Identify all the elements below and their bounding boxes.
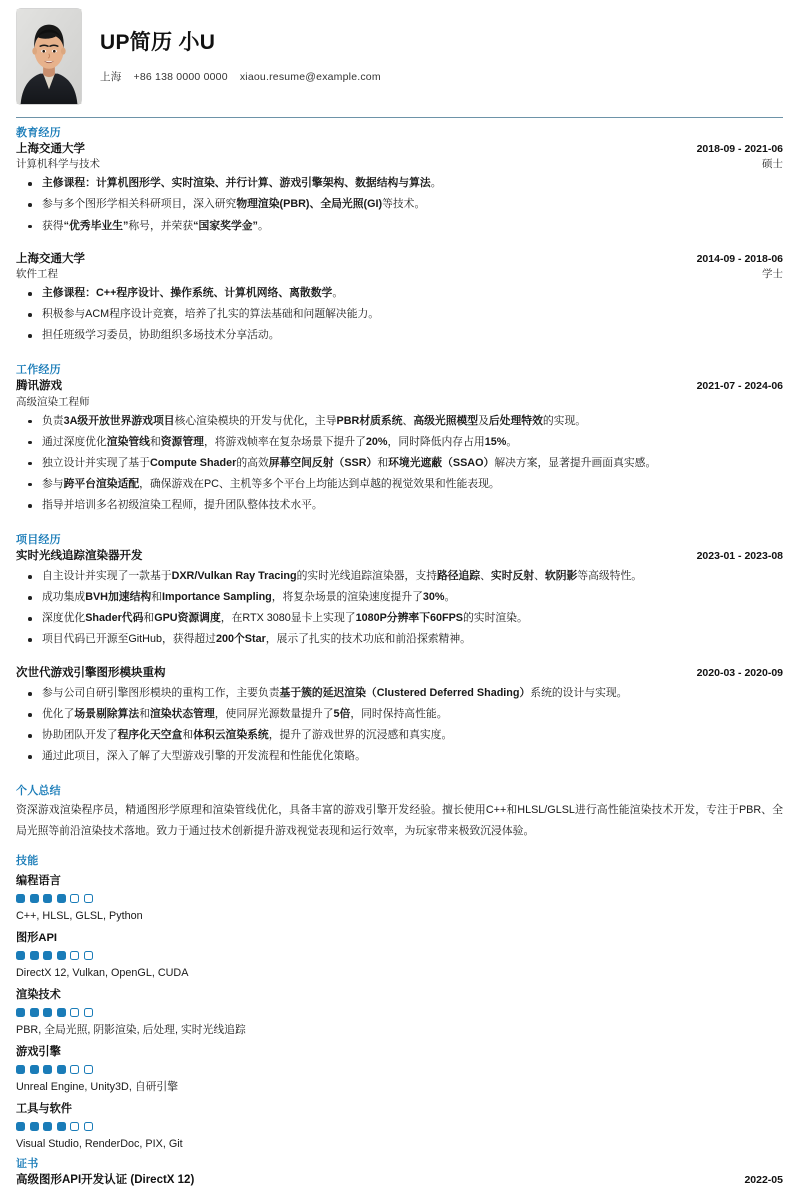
work-role: 高级渲染工程师: [16, 395, 90, 409]
education-degree: 硕士: [762, 157, 783, 171]
education-entry: [16, 142, 783, 237]
project-date: 2020-03 - 2020-09: [697, 666, 783, 680]
education-entry: [16, 252, 783, 347]
section-title-work: 工作经历: [16, 364, 783, 378]
skill-dot-empty: [84, 894, 93, 903]
skill-dot-filled: [57, 1065, 66, 1074]
list-item: 获得“优秀毕业生”称号，并荣获“国家奖学金”。: [16, 216, 783, 237]
header-divider: [16, 117, 783, 118]
education-bullets: [16, 283, 783, 346]
skill-dot-empty: [70, 894, 79, 903]
skill-dot-empty: [70, 951, 79, 960]
section-title-education: 教育经历: [16, 127, 783, 141]
list-item: 通过此项目，深入了解了大型游戏引擎的开发流程和性能优化策略。: [16, 746, 783, 767]
education-org: 上海交通大学: [16, 142, 85, 158]
summary-text: 资深游戏渲染程序员，精通图形学原理和渲染管线优化，具备丰富的游戏引擎开发经验。擅长使用C++和HLSL/GLSL进行高性能渲染技术开发，专注于PBR、全局光照等前沿渲染技术落地。致力于通过技术创新提升游戏视觉表现和运行效率，为玩家带来极致沉浸体验。: [16, 800, 783, 842]
skill-dot-filled: [43, 894, 52, 903]
work-bullets: [16, 411, 783, 516]
skill-dot-filled: [57, 1122, 66, 1131]
skill-dot-empty: [84, 951, 93, 960]
resume-header: [16, 0, 783, 106]
list-item: 成功集成BVH加速结构和Importance Sampling，将复杂场景的渲染速度提升了30%。: [16, 587, 783, 608]
skill-level-indicator: [16, 951, 783, 961]
list-item: 项目代码已开源至GitHub，获得超过200个Star，展示了扎实的技术功底和前沿探索精神。: [16, 629, 783, 650]
skill-dot-filled: [43, 951, 52, 960]
list-item: 独立设计并实现了基于Compute Shader的高效屏幕空间反射（SSR）和环境光遮蔽（SSAO）解决方案，显著提升画面真实感。: [16, 453, 783, 474]
section-work: [16, 364, 783, 516]
contact-phone: +86 138 0000 0000: [134, 71, 228, 83]
project-entry: [16, 666, 783, 768]
project-bullets: [16, 566, 783, 650]
section-title-projects: 项目经历: [16, 534, 783, 548]
education-bullets: [16, 173, 783, 236]
certificate-name: 高级图形API开发认证 (DirectX 12): [16, 1173, 194, 1188]
education-entry-header: [16, 252, 783, 268]
list-item: 参与多个图形学相关科研项目，深入研究物理渲染(PBR)、全局光照(GI)等技术。: [16, 194, 783, 215]
skill-dot-filled: [30, 894, 39, 903]
skill-items: DirectX 12, Vulkan, OpenGL, CUDA: [16, 965, 783, 981]
work-entry: [16, 379, 783, 516]
project-entry-header: [16, 666, 783, 682]
skill-row: [16, 873, 783, 924]
education-entry-header: [16, 142, 783, 158]
list-item: 指导并培训多名初级渲染工程师，提升团队整体技术水平。: [16, 495, 783, 516]
skill-dot-empty: [84, 1122, 93, 1131]
skill-name: 编程语言: [16, 873, 783, 890]
section-skills: [16, 855, 783, 1152]
list-item: 深度优化Shader代码和GPU资源调度，在RTX 3080显卡上实现了1080P分辨率下60FPS的实时渲染。: [16, 608, 783, 629]
section-title-skills: 技能: [16, 855, 783, 869]
education-major: 软件工程: [16, 267, 58, 281]
work-entry-header: [16, 379, 783, 395]
education-major: 计算机科学与技术: [16, 157, 100, 171]
list-item: 积极参与ACM程序设计竞赛，培养了扎实的算法基础和问题解决能力。: [16, 304, 783, 325]
skill-row: [16, 987, 783, 1038]
avatar: [16, 8, 82, 105]
certificate-entry: [16, 1173, 783, 1188]
page-title: UP简历 小U: [100, 30, 381, 55]
list-item: 自主设计并实现了一款基于DXR/Vulkan Ray Tracing的实时光线追踪渲染器，支持路径追踪、实时反射、软阴影等高级特性。: [16, 566, 783, 587]
skill-level-indicator: [16, 1122, 783, 1132]
education-entry-subheader: [16, 267, 783, 281]
skill-items: PBR, 全局光照, 阴影渲染, 后处理, 实时光线追踪: [16, 1022, 783, 1038]
skill-dot-filled: [43, 1065, 52, 1074]
skill-dot-empty: [84, 1008, 93, 1017]
skill-items: Visual Studio, RenderDoc, PIX, Git: [16, 1136, 783, 1152]
skill-dot-filled: [16, 1122, 25, 1131]
skill-dot-filled: [16, 1008, 25, 1017]
skill-items: Unreal Engine, Unity3D, 自研引擎: [16, 1079, 783, 1095]
list-item: 主修课程：计算机图形学、实时渲染、并行计算、游戏引擎架构、数据结构与算法。: [16, 173, 783, 194]
section-projects: [16, 534, 783, 767]
list-item: 担任班级学习委员，协助组织多场技术分享活动。: [16, 325, 783, 346]
skill-dot-filled: [57, 951, 66, 960]
project-entry: [16, 549, 783, 651]
section-certificates: [16, 1158, 783, 1188]
list-item: 协助团队开发了程序化天空盒和体积云渲染系统，提升了游戏世界的沉浸感和真实度。: [16, 725, 783, 746]
skill-name: 渲染技术: [16, 987, 783, 1004]
project-bullets: [16, 683, 783, 767]
project-entry-header: [16, 549, 783, 565]
skill-level-indicator: [16, 1065, 783, 1075]
education-org: 上海交通大学: [16, 252, 85, 268]
work-date: 2021-07 - 2024-06: [697, 379, 783, 393]
header-text-block: [100, 8, 381, 84]
skill-dot-filled: [16, 951, 25, 960]
certificate-date: 2022-05: [744, 1173, 783, 1187]
skill-dot-filled: [43, 1122, 52, 1131]
skill-row: [16, 1101, 783, 1152]
skill-name: 游戏引擎: [16, 1044, 783, 1061]
skill-dot-filled: [30, 1122, 39, 1131]
skill-name: 工具与软件: [16, 1101, 783, 1118]
list-item: 主修课程：C++程序设计、操作系统、计算机网络、离散数学。: [16, 283, 783, 304]
work-entry-subheader: [16, 395, 783, 409]
list-item: 负责3A级开放世界游戏项目核心渲染模块的开发与优化，主导PBR材质系统、高级光照模型及后处理特效的实现。: [16, 411, 783, 432]
section-title-certificates: 证书: [16, 1158, 783, 1172]
project-date: 2023-01 - 2023-08: [697, 549, 783, 563]
skill-dot-filled: [30, 951, 39, 960]
list-item: 参与跨平台渲染适配，确保游戏在PC、主机等多个平台上均能达到卓越的视觉效果和性能表现。: [16, 474, 783, 495]
portrait-photo-icon: [17, 9, 81, 104]
education-date: 2018-09 - 2021-06: [697, 142, 783, 156]
skill-dot-filled: [43, 1008, 52, 1017]
skill-dot-filled: [30, 1065, 39, 1074]
contact-location: 上海: [100, 71, 121, 83]
skill-level-indicator: [16, 894, 783, 904]
skill-level-indicator: [16, 1008, 783, 1018]
skills-list: [16, 873, 783, 1152]
skill-dot-empty: [70, 1065, 79, 1074]
work-company: 腾讯游戏: [16, 379, 62, 395]
project-name: 实时光线追踪渲染器开发: [16, 549, 143, 565]
contact-line: [100, 69, 381, 84]
skill-row: [16, 930, 783, 981]
skill-name: 图形API: [16, 930, 783, 947]
skill-dot-empty: [84, 1065, 93, 1074]
skill-dot-filled: [30, 1008, 39, 1017]
skill-dot-filled: [57, 1008, 66, 1017]
contact-email[interactable]: xiaou.resume@example.com: [240, 71, 381, 83]
skill-dot-filled: [16, 894, 25, 903]
skill-dot-empty: [70, 1008, 79, 1017]
section-summary: [16, 785, 783, 842]
skill-items: C++, HLSL, GLSL, Python: [16, 908, 783, 924]
skill-dot-filled: [16, 1065, 25, 1074]
list-item: 通过深度优化渲染管线和资源管理，将游戏帧率在复杂场景下提升了20%，同时降低内存占用15%。: [16, 432, 783, 453]
list-item: 参与公司自研引擎图形模块的重构工作，主要负责基于簇的延迟渲染（Clustered Deferred Shading）系统的设计与实现。: [16, 683, 783, 704]
project-name: 次世代游戏引擎图形模块重构: [16, 666, 166, 682]
education-date: 2014-09 - 2018-06: [697, 252, 783, 266]
section-education: [16, 127, 783, 346]
list-item: 优化了场景剔除算法和渲染状态管理，使同屏光源数量提升了5倍，同时保持高性能。: [16, 704, 783, 725]
skill-dot-empty: [70, 1122, 79, 1131]
skill-dot-filled: [57, 894, 66, 903]
education-entry-subheader: [16, 157, 783, 171]
skill-row: [16, 1044, 783, 1095]
education-degree: 学士: [762, 267, 783, 281]
section-title-summary: 个人总结: [16, 785, 783, 799]
